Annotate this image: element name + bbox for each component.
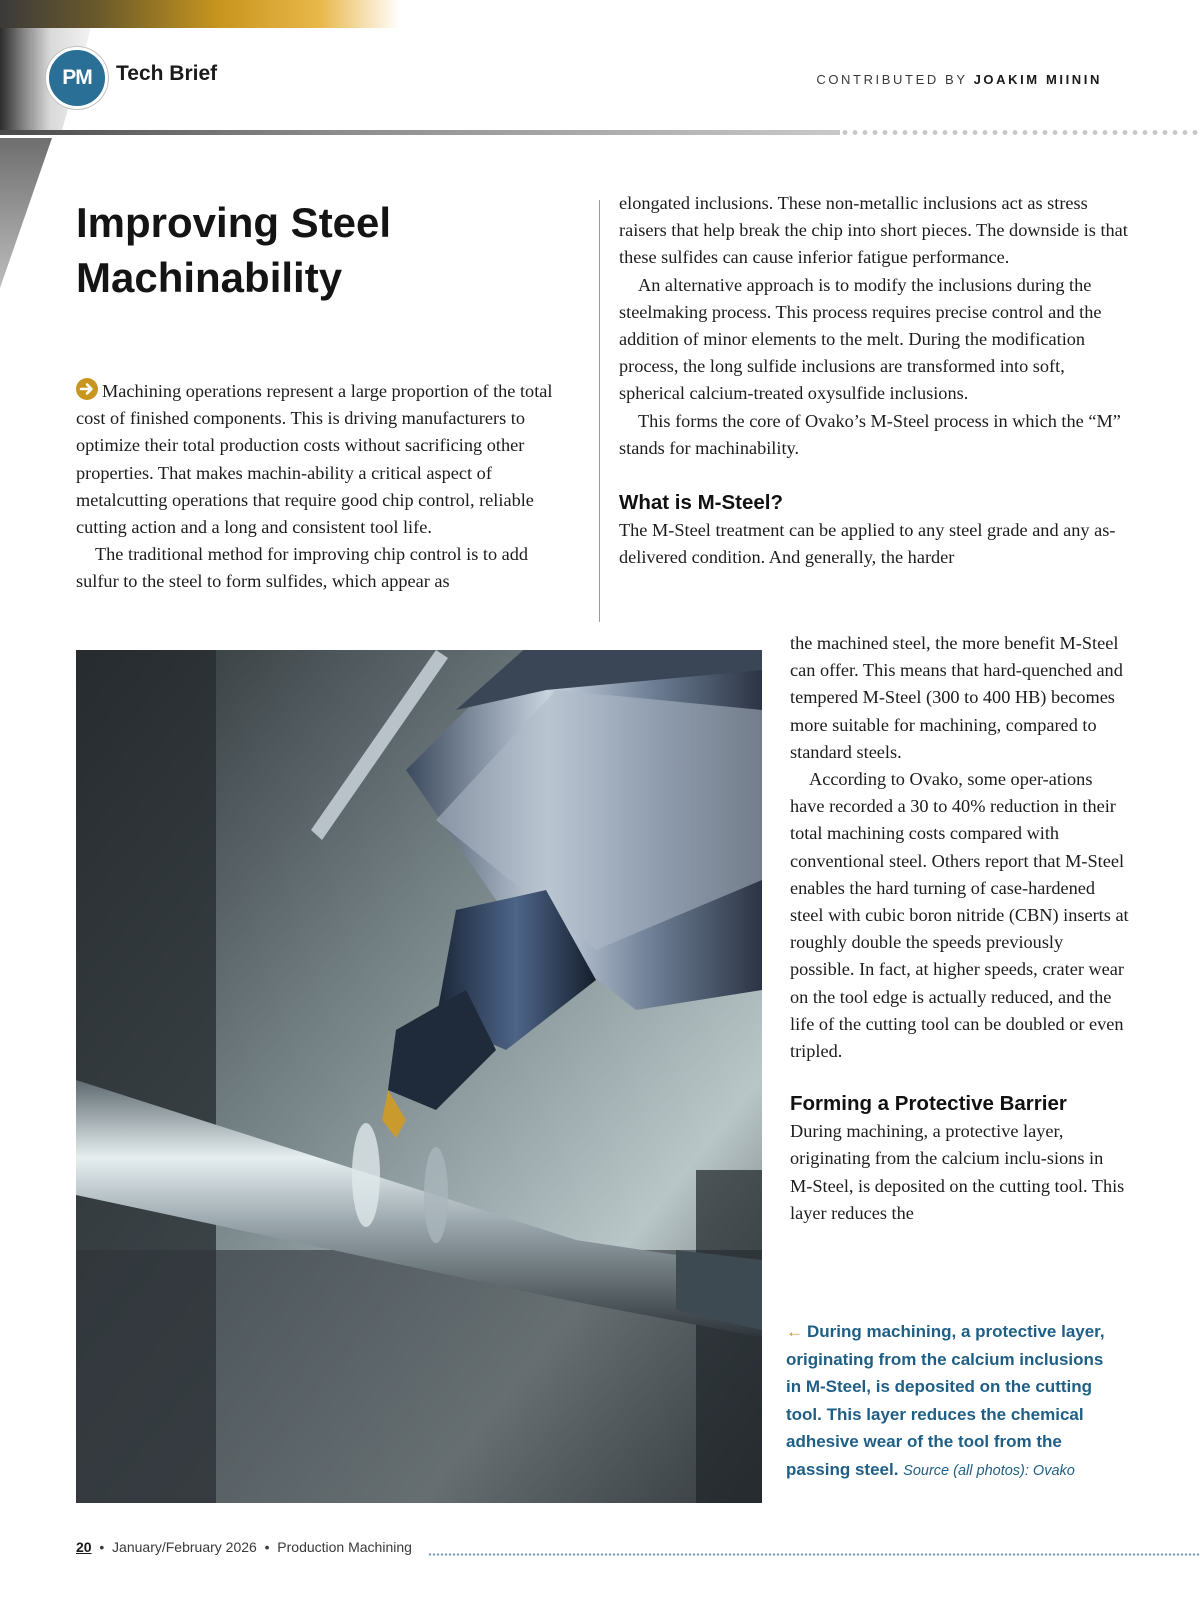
contributor-name: JOAKIM MIININ: [973, 72, 1102, 87]
photo-caption: [786, 1318, 1116, 1485]
contributor-line: [816, 72, 1102, 87]
paragraph-text: Machining operations represent a large proportion of the total cost of finished components. This is driving manufacturers to optimize their total production costs without sacrificing other properties. That makes machin-ability a critical aspect of metalcutting operations that require good chip control, reliable cutting action and a long and consistent tool life.: [76, 381, 553, 538]
caption-text: During machining, a protective layer, originating from the calcium inclusions in M-Steel, is deposited on the cutting tool. This layer reduces the chemical adhesive wear of the tool from the passing steel.: [786, 1322, 1105, 1479]
issue-date: January/February 2026: [112, 1539, 257, 1555]
cnc-lathe-tool-image: [76, 650, 762, 1503]
header-rule: [0, 130, 840, 135]
article-title: [76, 195, 556, 305]
publication-name: Production Machining: [277, 1539, 412, 1555]
machining-photo: [76, 650, 762, 1503]
column-1: [76, 378, 561, 596]
subheading-forming-a-protective-barrier: Forming a Protective Barrier: [790, 1092, 1067, 1116]
footer-dotted-rule: [428, 1553, 1200, 1556]
circle-arrow-right-icon: [76, 378, 98, 400]
paragraph: According to Ovako, some oper-ations have recorded a 30 to 40% reduction in their total machining costs compared with conventional steel. Others report that M-Steel enables the hard turning of case-hardened steel with cubic boron nitride (CBN) inserts at roughly double the speeds previously possible. In fact, at higher speeds, crater wear on the tool edge is actually reduced, and the life of the cutting tool can be doubled or even tripled.: [790, 769, 1129, 1062]
title-line-2: Machinability: [76, 254, 343, 301]
paragraph: [76, 378, 561, 541]
paragraph: An alternative approach is to modify the inclusions during the steelmaking process. This process requires precise control and the addition of minor elements to the melt. During the modification process, the long sulfide inclusions are transformed into soft, spherical calcium-treated oxysulfide inclusions.: [619, 274, 1102, 404]
arrow-left-icon: ←: [786, 1322, 803, 1341]
page-footer: 20 • January/February 2026 • Production Machining: [76, 1539, 412, 1555]
subheading-what-is-m-steel: What is M-Steel?: [619, 491, 784, 515]
page-number: 20: [76, 1539, 92, 1555]
side-wedge-decoration: [0, 138, 52, 288]
pm-logo-badge: PM: [46, 47, 108, 109]
contributed-by-label: CONTRIBUTED BY: [816, 72, 968, 87]
paragraph: This forms the core of Ovako’s M-Steel process in which the “M” stands for machinability.: [619, 410, 1121, 458]
title-line-1: Improving Steel: [76, 199, 392, 246]
paragraph: The M-Steel treatment can be applied to any steel grade and any as-delivered condition. And generally, the harder: [619, 520, 1116, 568]
paragraph: the machined steel, the more benefit M-Steel can offer. This means that hard-quenched and tempered M-Steel (300 to 400 HB) becomes more suitable for machining, compared to standard steels.: [790, 633, 1123, 762]
column-3: [790, 630, 1130, 1227]
section-label: Tech Brief: [116, 62, 218, 85]
paragraph: During machining, a protective layer, originating from the calcium inclu-sions in M-Steel, is deposited on the cutting tool. This layer reduces the: [790, 1121, 1125, 1223]
photo-source-credit: Source (all photos): Ovako: [903, 1462, 1075, 1479]
column-2: [619, 190, 1129, 571]
paragraph: The traditional method for improving chip control is to add sulfur to the steel to form sulfides, which appear as: [76, 544, 529, 592]
paragraph: elongated inclusions. These non-metallic inclusions act as stress raisers that help break the chip into short pieces. The downside is that these sulfides can cause inferior fatigue performance.: [619, 193, 1128, 268]
column-divider: [599, 200, 600, 622]
header-gold-bar: [0, 0, 400, 28]
header-rule-dots: [840, 130, 1200, 135]
